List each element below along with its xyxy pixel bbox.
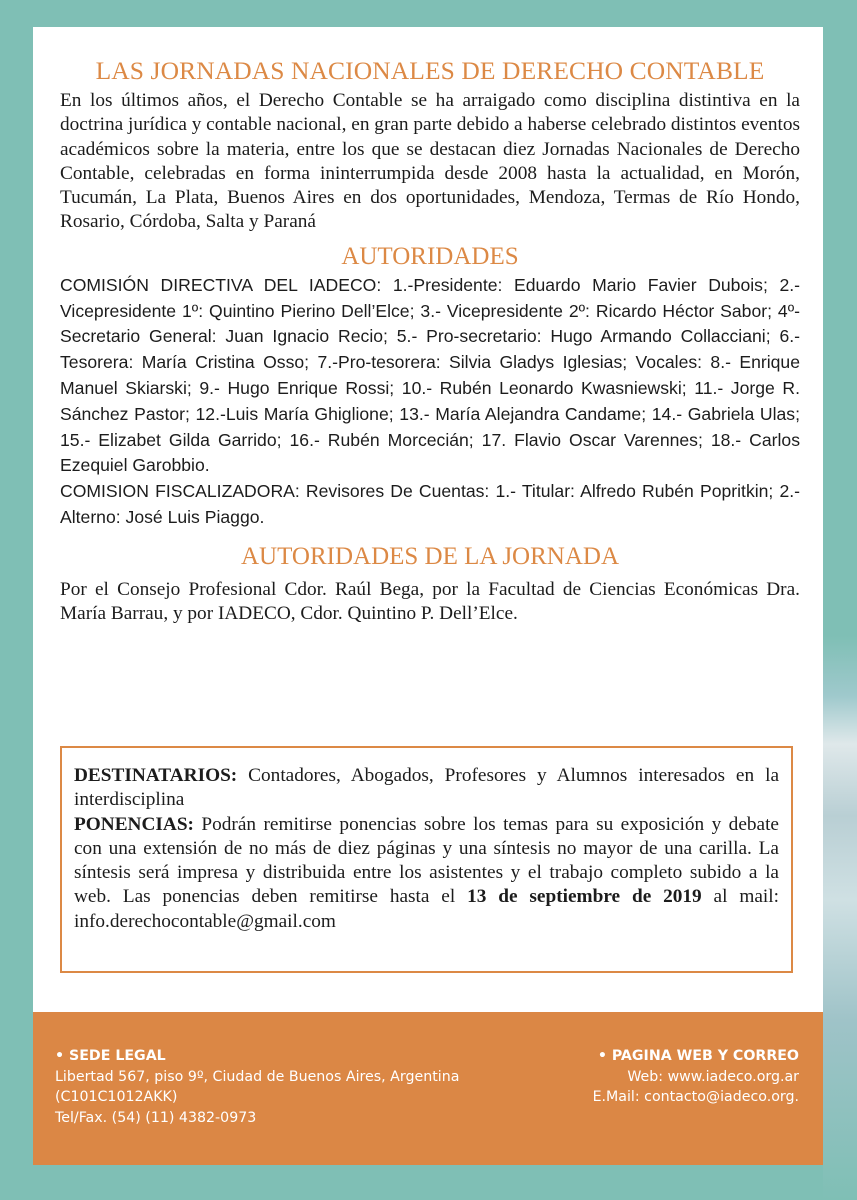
ponencias-label: PONENCIAS: xyxy=(74,813,194,835)
deadline-date: 13 de septiembre de 2019 xyxy=(467,886,702,908)
postal-code-line: (C101C1012AKK) xyxy=(55,1089,178,1105)
footer-bar xyxy=(33,1012,823,1165)
ponencias-paragraph xyxy=(74,813,779,934)
ponencias-text: Podrán remitirse ponencias sobre los temas para su exposición y debate con una extensión de no más de diez páginas y una síntesis no mayor de una carilla. La síntesis será impresa y distribuida entre los asistentes y el trabajo completo subido a la web. Las ponencias deben remitirse hasta el xyxy=(74,813,779,908)
info-box xyxy=(60,746,793,973)
email-link[interactable]: E.Mail: contacto@iadeco.org. xyxy=(592,1089,799,1105)
destinatarios-text: Contadores, Abogados, Profesores y Alumnos interesados en la interdisciplina xyxy=(74,765,779,811)
flyer-page xyxy=(33,27,823,1165)
intro-paragraph: En los últimos años, el Derecho Contable se ha arraigado como disciplina distintiva en la doctrina jurídica y contable nacional, en gran parte debido a haberse celebrado distintos eventos académicos sobre la materia, entre los que se destacan diez Jornadas Nacionales de Derecho Contable, celebradas en forma ininterrumpida desde 2008 hasta la actualidad, en Morón, Tucumán, La Plata, Buenos Aires en dos oportunidades, Mendoza, Termas de Río Hondo, Rosario, Córdoba, Salta y Paraná xyxy=(60,90,800,233)
web-link[interactable]: Web: www.iadeco.org.ar xyxy=(627,1068,799,1085)
main-content xyxy=(60,55,800,626)
sede-legal-heading: • SEDE LEGAL xyxy=(55,1048,166,1064)
address-line: Libertad 567, piso 9º, Ciudad de Buenos Aires, Argentina xyxy=(55,1068,460,1085)
sede-legal-block xyxy=(55,1046,459,1128)
web-mail-heading: • PAGINA WEB Y CORREO xyxy=(597,1048,799,1064)
comision-fiscalizadora-text: COMISION FISCALIZADORA: Revisores De Cuentas: 1.- Titular: Alfredo Rubén Popritkin; 2.- Alterno: José Luis Piaggo. xyxy=(60,481,800,527)
mail-text: al mail: info.derechocontable@gmail.com xyxy=(74,886,779,932)
comision-directiva-text: COMISIÓN DIRECTIVA DEL IADECO: 1.-Presidente: Eduardo Mario Favier Dubois; 2.- Vicepresidente 1º: Quintino Pierino Dell’Elce; 3.- Vicepresidente 2º: Ricardo Héctor Sabor; 4º- Secretario General: Juan Ignacio Recio; 5.- Pro-secretario: Hugo Armando Collacciani; 6.- Tesorera: María Cristina Osso; 7.-Pro-tesorera: Silvia Gladys Iglesias; Vocales: 8.- Enrique Manuel Skiarski; 9.- Hugo Enrique Rossi; 10.- Rubén Leonardo Kwasniewski; 11.- Jorge R. Sánchez Pastor; 12.-Luis María Ghiglione; 13.- María Alejandra Candame; 14.- Gabriela Ulas; 15.- Elizabet Gilda Garrido; 16.- Rubén Morcecián; 17. Flavio Oscar Varennes; 18.- Carlos Ezequiel Garobbio. xyxy=(60,274,800,476)
destinatarios-label: DESTINATARIOS: xyxy=(74,765,238,786)
web-mail-block xyxy=(593,1046,799,1108)
phone-line: Tel/Fax. (54) (11) 4382-0973 xyxy=(55,1109,257,1126)
autoridades-heading: AUTORIDADES xyxy=(341,242,519,270)
background-edge-strip xyxy=(823,0,857,1200)
page-title: LAS JORNADAS NACIONALES DE DERECHO CONTABLE xyxy=(95,56,765,85)
destinatarios-paragraph xyxy=(74,764,779,813)
jornada-text: Por el Consejo Profesional Cdor. Raúl Bega, por la Facultad de Ciencias Económicas Dra. María Barrau, y por IADECO, Cdor. Quintino P. Dell’Elce. xyxy=(60,578,800,625)
jornada-heading: AUTORIDADES DE LA JORNADA xyxy=(240,542,619,570)
